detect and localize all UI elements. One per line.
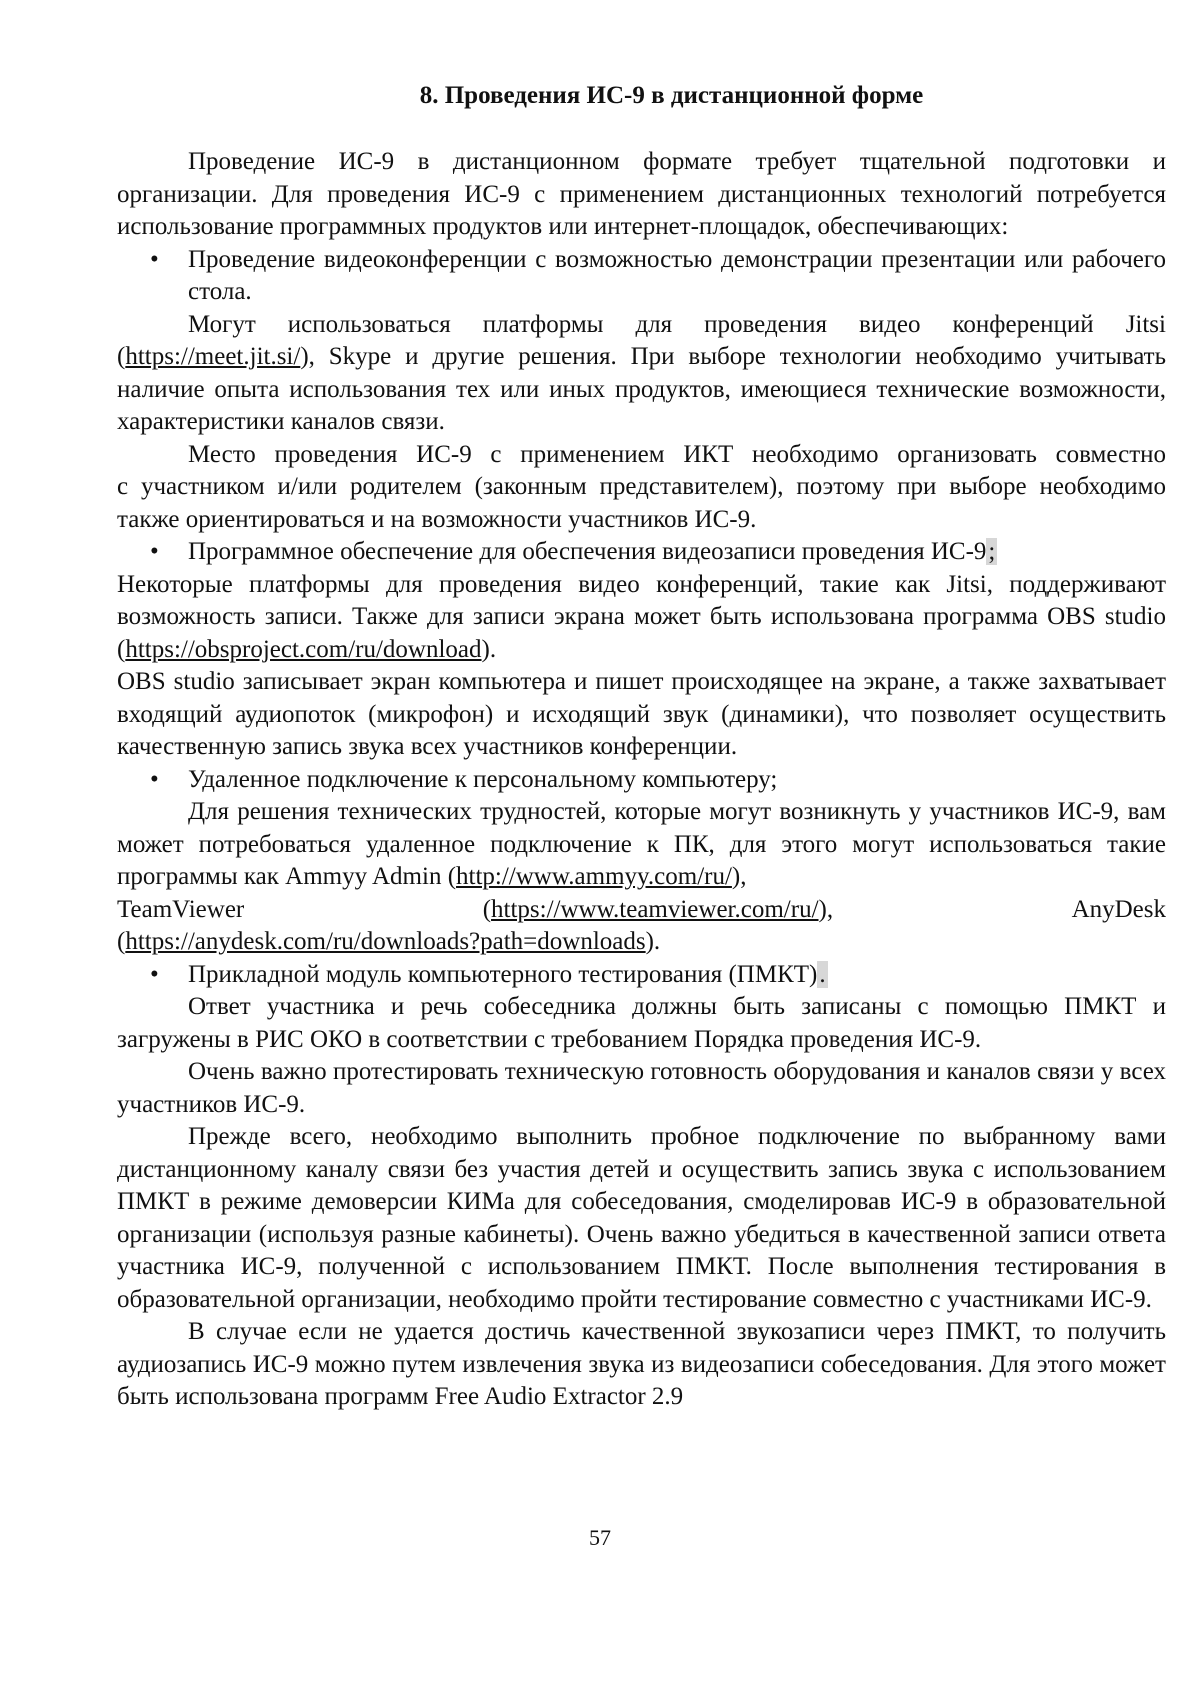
bullet-pmkt (117, 959, 1166, 992)
bullet-list-1 (117, 244, 1166, 309)
first-paragraph: Прежде всего, необходимо выполнить пробное подключение по выбранному вами дистанционному каналу связи без участия детей и осуществить запись звука с использованием ПМКТ в режиме демоверсии КИМа для собеседования, смоделировав ИС-9 в образовательной организации (используя разные кабинеты). Очень важно убедиться в качественной записи ответа участника ИС-9, полученной с использованием ПМКТ. После выполнения тестирования в образовательной организации, необходимо пройти тестирование совместно с участниками ИС-9. (117, 1123, 1166, 1313)
obs-link[interactable]: https://obsproject.com/ru/download (125, 635, 482, 663)
teamviewer-label: TeamViewer (117, 895, 245, 923)
highlight-mark: ; (988, 538, 996, 565)
bullet-video-recording-text: Программное обеспечение для обеспечения видеозаписи проведения ИС-9 (188, 538, 987, 565)
bullet-list-3 (117, 764, 1166, 797)
obs-paragraph (117, 569, 1166, 667)
page-content (117, 68, 1166, 1414)
bullet-list-4 (117, 959, 1166, 992)
highlight-mark-2: . (819, 960, 826, 988)
platforms-paragraph (117, 309, 1166, 439)
ammyy-link[interactable]: http://www.ammyy.com/ru/ (456, 863, 732, 890)
obs-text-a: Некоторые платформы для проведения видео конференций, такие как Jitsi, поддерживают возможность записи. Также для записи экрана может быть использована программа OBS studio ( (117, 570, 1166, 663)
anydesk-close: ). (645, 928, 661, 955)
teamviewer-open-paren: ( (482, 895, 492, 923)
section-title: 8. Проведения ИС-9 в дистанционной форме (419, 82, 924, 109)
place-paragraph-b: с участником и/или родителем (законным представителем), поэтому при выборе необходимо также ориентироваться и на возможности участников ИС-9. (117, 473, 1166, 533)
anydesk-label: AnyDesk (1071, 895, 1166, 923)
bullet-videoconference: • Проведение видеоконференции с возможностью демонстрации презентации или рабочего стола. (117, 244, 1166, 309)
case-paragraph: В случае если не удается достичь качественной звукозаписи через ПМКТ, то получить аудиозапись ИС-9 можно путем извлечения звука из видеозаписи собеседования. Для этого может быть использована программ Free Audio Extractor 2.9 (117, 1318, 1166, 1410)
remote-text-b: ), (731, 863, 747, 890)
teamviewer-close: ), (818, 895, 834, 923)
remote-paragraph (117, 796, 1166, 894)
place-paragraph-a: Место проведения ИС-9 с применением ИКТ необходимо организовать совместно (188, 440, 1166, 468)
platforms-text-a: Могут использоваться платформы для проведения видео конференций Jitsi ( (117, 310, 1166, 370)
page-number: 57 (589, 1525, 611, 1550)
bullet-video-recording (117, 536, 1166, 569)
intro-paragraph: Проведение ИС-9 в дистанционном формате требует тщательной подготовки и организации. Для проведения ИС-9 с применением дистанционных технологий потребуется использование программных продуктов или интернет-площадок, обеспечивающих: (117, 148, 1166, 240)
bullet-pmkt-text: Прикладной модуль компьютерного тестирования (ПМКТ) (188, 960, 818, 988)
anydesk-link[interactable]: https://anydesk.com/ru/downloads?path=downloads (125, 928, 646, 955)
jitsi-link[interactable]: https://meet.jit.si/ (125, 343, 301, 370)
teamviewer-link[interactable]: https://www.teamviewer.com/ru/ (491, 895, 819, 923)
teamviewer-line (117, 894, 1166, 927)
anydesk-line (117, 926, 1166, 959)
answer-paragraph: Ответ участника и речь собеседника должны быть записаны с помощью ПМКТ и загружены в РИС ОКО в соответствии с требованием Порядка проведения ИС-9. (117, 993, 1166, 1053)
remote-text-a: Для решения технических трудностей, которые могут возникнуть у участников ИС-9, вам может потребоваться удаленное подключение к ПК, для этого могут использоваться такие программы как Ammyy Admin ( (117, 798, 1166, 890)
bullet-remote-connection: • Удаленное подключение к персональному компьютеру; (117, 764, 1166, 797)
teamviewer-link-wrap (483, 894, 833, 927)
anydesk-open-paren: ( (117, 928, 126, 955)
obs-description-paragraph: OBS studio записывает экран компьютера и пишет происходящее на экране, а также захватывает входящий аудиопоток (микрофон) и исходящий звук (динамики), что позволяет осуществить качественную запись звука всех участников конференции. (117, 668, 1166, 760)
bullet-list-2 (117, 536, 1166, 569)
platforms-text-b: ), Skype и другие решения. При выборе технологии необходимо учитывать наличие опыта использования тех или иных продуктов, имеющиеся технические возможности, характеристики каналов связи. (117, 343, 1166, 435)
obs-text-b: ). (481, 635, 497, 663)
test-paragraph: Очень важно протестировать техническую готовность оборудования и каналов связи у всех участников ИС-9. (117, 1058, 1166, 1118)
